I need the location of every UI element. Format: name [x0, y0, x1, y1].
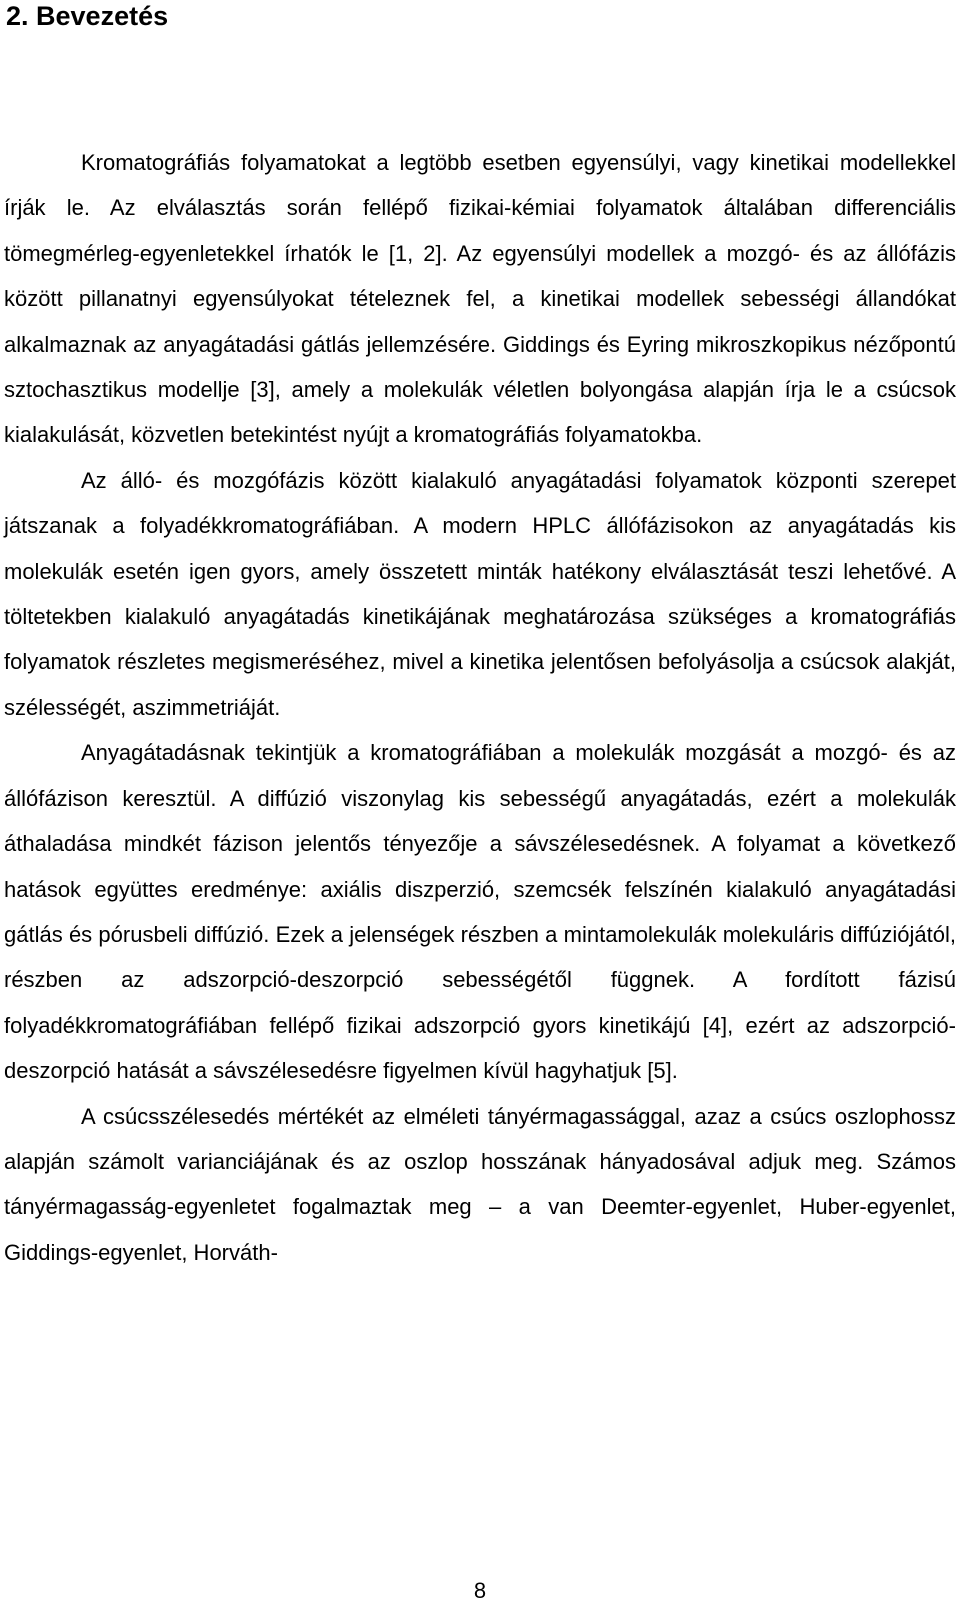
paragraph-mass-transfer: Az álló- és mozgófázis között kialakuló anyagátadási folyamatok központi szerepet játszanak a folyadékkromatográfiában. A modern HPLC állófázisokon az anyagátadás kis molekulák esetén igen gyors, amely összetett minták hatékony elválasztását teszi lehetővé. A töltetekben kialakuló anyagátadás kinetikájának meghatározása szükséges a kromatográfiás folyamatok részletes megismeréséhez, mivel a kinetika jelentősen befolyásolja a csúcsok alakját, szélességét, aszimmetriáját.: [4, 467, 956, 720]
paragraph-intro: Kromatográfiás folyamatokat a legtöbb esetben egyensúlyi, vagy kinetikai modellekkel írják le. Az elválasztás során fellépő fizikai-kémiai folyamatok általában differenciális tömegmérleg-egyenletekkel írhatók le [1, 2]. Az egyensúlyi modellek a mozgó- és az állófázis között pillanatnyi egyensúlyokat tételeznek fel, a kinetikai modellek sebességi állandókat alkalmaznak az anyagátadási gátlás jellemzésére. Giddings és Eyring mikroszkopikus nézőpontú sztochasztikus modellje [3], amely a molekulák véletlen bolyongása alapján írja le a csúcsok kialakulását, közvetlen betekintést nyújt a kromatográfiás folyamatokba.: [4, 150, 956, 448]
paragraph-plate-height: A csúcsszélesedés mértékét az elméleti tányérmagassággal, azaz a csúcs oszlophossz alapján számolt varianciájának és az oszlop hosszának hányadosával adjuk meg. Számos tányérmagasság-egyenletet fogalmaztak meg – a van Deemter-egyenlet, Huber-egyenlet, Giddings-egyenlet, Horváth-: [4, 1103, 956, 1265]
section-heading: 2. Bevezetés: [6, 1, 169, 31]
paragraph-diffusion: Anyagátadásnak tekintjük a kromatográfiában a molekulák mozgását a mozgó- és az állófázison keresztül. A diffúzió viszonylag kis sebességű anyagátadás, ezért a molekulák áthaladása mindkét fázison jelentős tényezője a sávszélesedésnek. A folyamat a következő hatások együttes eredménye: axiális diszperzió, szemcsék felszínén kialakuló anyagátadási gátlás és pórusbeli diffúzió. Ezek a jelenségek részben a mintamolekulák molekuláris diffúziójától, részben az adszorpció-deszorpció sebességétől függnek. A fordított fázisú folyadékkromatográfiában fellépő fizikai adszorpció gyors kinetikájú [4], ezért az adszorpció-deszorpció hatását a sávszélesedésre figyelmen kívül hagyhatjuk [5].: [4, 740, 956, 1084]
body-text: [4, 140, 956, 1275]
page-number: 8: [473, 1578, 487, 1603]
